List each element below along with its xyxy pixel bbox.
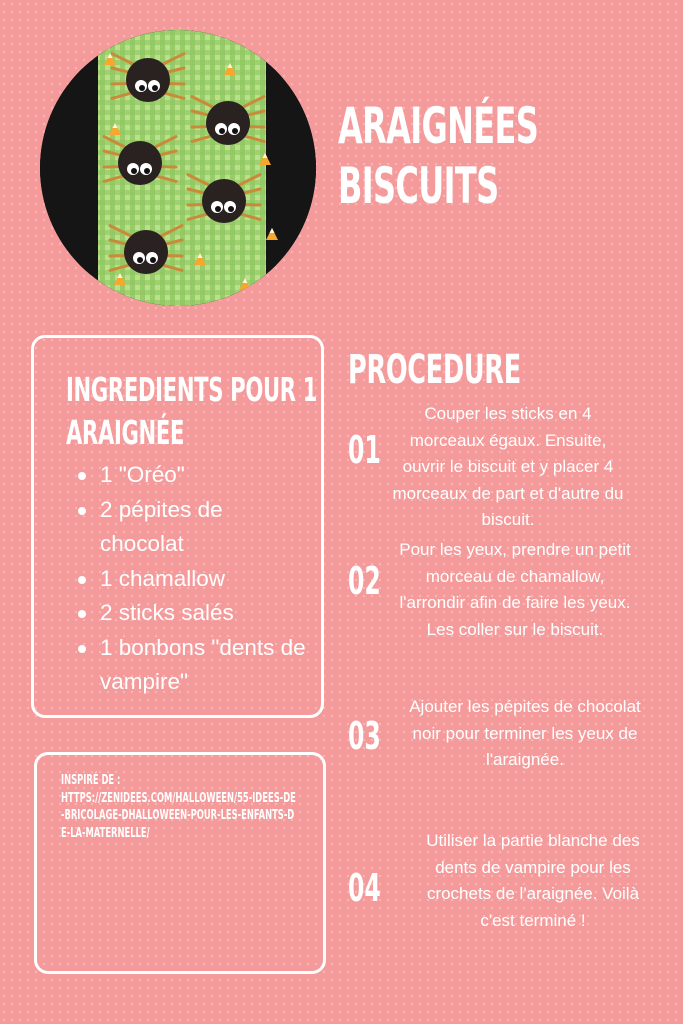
step-number-2: 02 [348, 559, 381, 603]
source-label: INSPIRÉ DE : [61, 772, 121, 788]
recipe-photo [40, 30, 316, 306]
source-url: HTTPS://ZENIDEES.COM/HALLOWEEN/55-IDEES-DE-BRICOLAGE-DHALLOWEEN-POUR-LES-ENFANTS-DE-LA-MATERNELLE/ [61, 789, 296, 841]
ingredients-heading-line-1: INGREDIENTS POUR 1 [66, 370, 318, 409]
ingredient-item: 1 bonbons "dents de vampire" [100, 631, 312, 700]
ingredient-item: 2 sticks salés [100, 596, 312, 631]
source-card [34, 752, 326, 974]
ingredient-item: 1 "Oréo" [100, 458, 312, 493]
step-number-3: 03 [348, 714, 381, 758]
ingredients-heading-line-2: ARAIGNÉE [66, 413, 185, 452]
step-text-1: Couper les sticks en 4 morceaux égaux. Ensuite, ouvrir le biscuit et y placer 4 morceaux de part et d'autre du biscuit. [392, 404, 624, 529]
procedure-heading: PROCEDURE [348, 347, 521, 393]
step-text-3: Ajouter les pépites de chocolat noir pour terminer les yeux de l'araignée. [409, 697, 641, 769]
recipe-title [338, 96, 538, 216]
step-text-4: Utiliser la partie blanche des dents de vampire pour les crochets de l'araignée. Voilà c'est terminé ! [426, 831, 640, 930]
ingredients-list [66, 458, 312, 700]
ingredient-item: 1 chamallow [100, 562, 312, 597]
ingredient-item: 2 pépites de chocolat [100, 493, 312, 562]
ingredients-card [31, 335, 324, 718]
spider-biscuits-image [40, 30, 316, 306]
ingredients-heading [66, 368, 317, 454]
title-line-2: BISCUITS [338, 157, 499, 215]
step-number-4: 04 [348, 866, 381, 910]
source-credit [61, 772, 297, 842]
step-text-2: Pour les yeux, prendre un petit morceau de chamallow, l'arrondir afin de faire les yeux. Les coller sur le biscuit. [399, 540, 631, 639]
step-number-1: 01 [348, 428, 381, 472]
title-line-1: ARAIGNÉES [338, 97, 539, 155]
